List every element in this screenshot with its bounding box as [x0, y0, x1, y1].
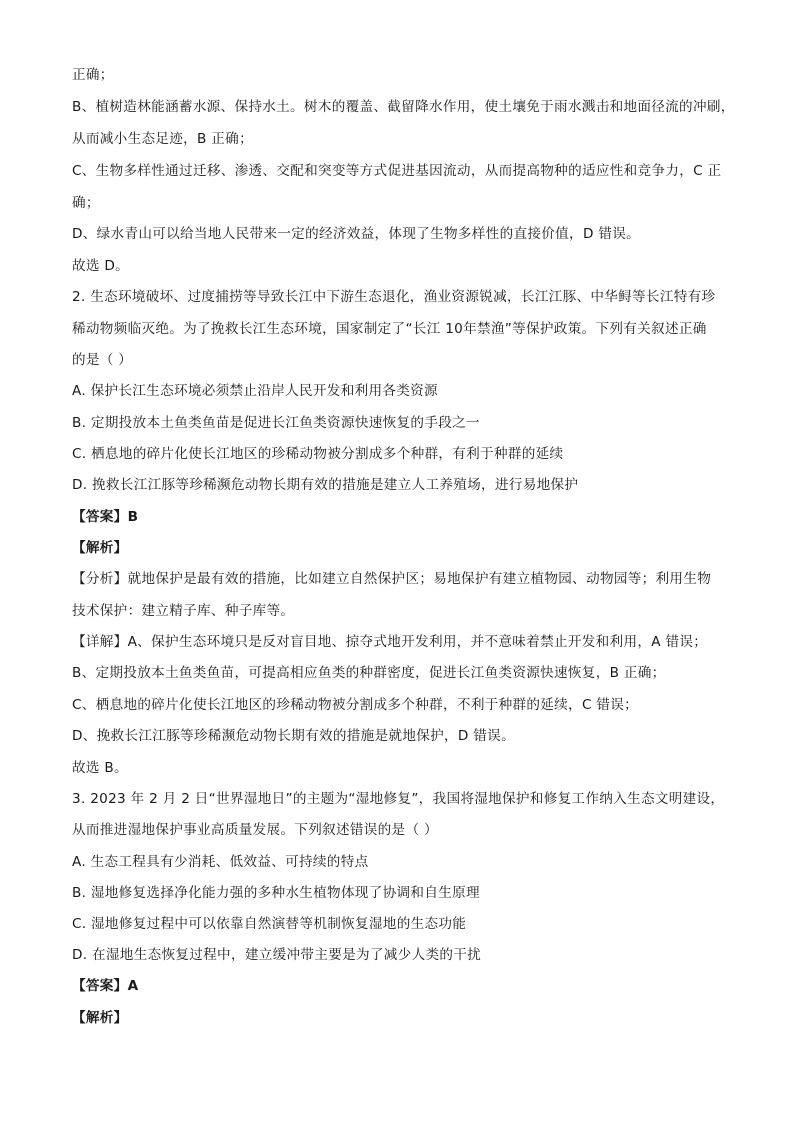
- text-line: A. 生态工程具有少消耗、低效益、可持续的特点: [72, 854, 369, 870]
- text-line: D、挽救长江江豚等珍稀濒危动物长期有效的措施是就地保护，D 错误。: [72, 728, 515, 744]
- text-line: D. 在湿地生态恢复过程中，建立缓冲带主要是为了减少人类的干扰: [72, 947, 482, 963]
- text-line: 【详解】A、保护生态环境只是反对盲目地、掠夺式地开发利用，并不意味着禁止开发和利用，A 错误；: [72, 634, 708, 650]
- text-line: 【答案】B: [72, 509, 139, 525]
- text-line: 故选 B。: [72, 760, 128, 776]
- text-line: 【解析】: [72, 540, 128, 556]
- text-line: B. 湿地修复选择净化能力强的多种水生植物体现了协调和自生原理: [72, 885, 480, 901]
- text-line: 从而推进湿地保护事业高质量发展。下列叙述错误的是（ ）: [72, 822, 438, 838]
- text-line: C. 湿地修复过程中可以依靠自然演替等机制恢复湿地的生态功能: [72, 916, 467, 932]
- text-line: 【解析】: [72, 1010, 128, 1026]
- text-line: D、绿水青山可以给当地人民带来一定的经济效益，体现了生物多样性的直接价值，D 错误。: [72, 226, 641, 242]
- text-line: 从而减小生态足迹，B 正确；: [72, 131, 253, 147]
- text-line: B、定期投放本土鱼类鱼苗，可提高相应鱼类的种群密度，促进长江鱼类资源快速恢复，B 正确；: [72, 665, 666, 681]
- text-line: 正确；: [72, 67, 114, 83]
- text-line: A. 保护长江生态环境必须禁止沿岸人民开发和利用各类资源: [72, 383, 438, 399]
- text-line: 故选 D。: [72, 258, 130, 274]
- text-line: 确；: [72, 195, 100, 211]
- text-line: 的是（ ）: [72, 352, 133, 368]
- text-line: 2. 生态环境破坏、过度捕捞等导致长江中下游生态退化，渔业资源锐减，长江江豚、中华鲟等长江特有珍: [72, 289, 716, 305]
- text-line: 3. 2023 年 2 月 2 日“世界湿地日”的主题为“湿地修复”，我国将湿地保护和修复工作纳入生态文明建设，: [72, 791, 725, 807]
- text-line: 稀动物频临灭绝。为了挽救长江生态环境，国家制定了“长江 10年禁渔”等保护政策。下列有关叙述正确: [72, 321, 707, 337]
- text-line: C、生物多样性通过迁移、渗透、交配和突变等方式促进基因流动，从而提高物种的适应性和竞争力，C 正: [72, 163, 722, 179]
- text-line: B、植树造林能涵蓄水源、保持水土。树木的覆盖、截留降水作用，使土壤免于雨水溅击和地面径流的冲刷，: [72, 99, 735, 115]
- text-line: C、栖息地的碎片化使长江地区的珍稀动物被分割成多个种群，不利于种群的延续，C 错误；: [72, 697, 639, 713]
- text-line: 【答案】A: [72, 978, 139, 994]
- text-line: B. 定期投放本土鱼类鱼苗是促进长江鱼类资源快速恢复的手段之一: [72, 415, 480, 431]
- text-line: D. 挽救长江江豚等珍稀濒危动物长期有效的措施是建立人工养殖场，进行易地保护: [72, 477, 579, 493]
- text-line: 【分析】就地保护是最有效的措施，比如建立自然保护区；易地保护有建立植物园、动物园等；利用生物: [72, 571, 712, 587]
- text-line: C. 栖息地的碎片化使长江地区的珍稀动物被分割成多个种群，有利于种群的延续: [72, 446, 564, 462]
- text-line: 技术保护：建立精子库、种子库等。: [72, 603, 295, 619]
